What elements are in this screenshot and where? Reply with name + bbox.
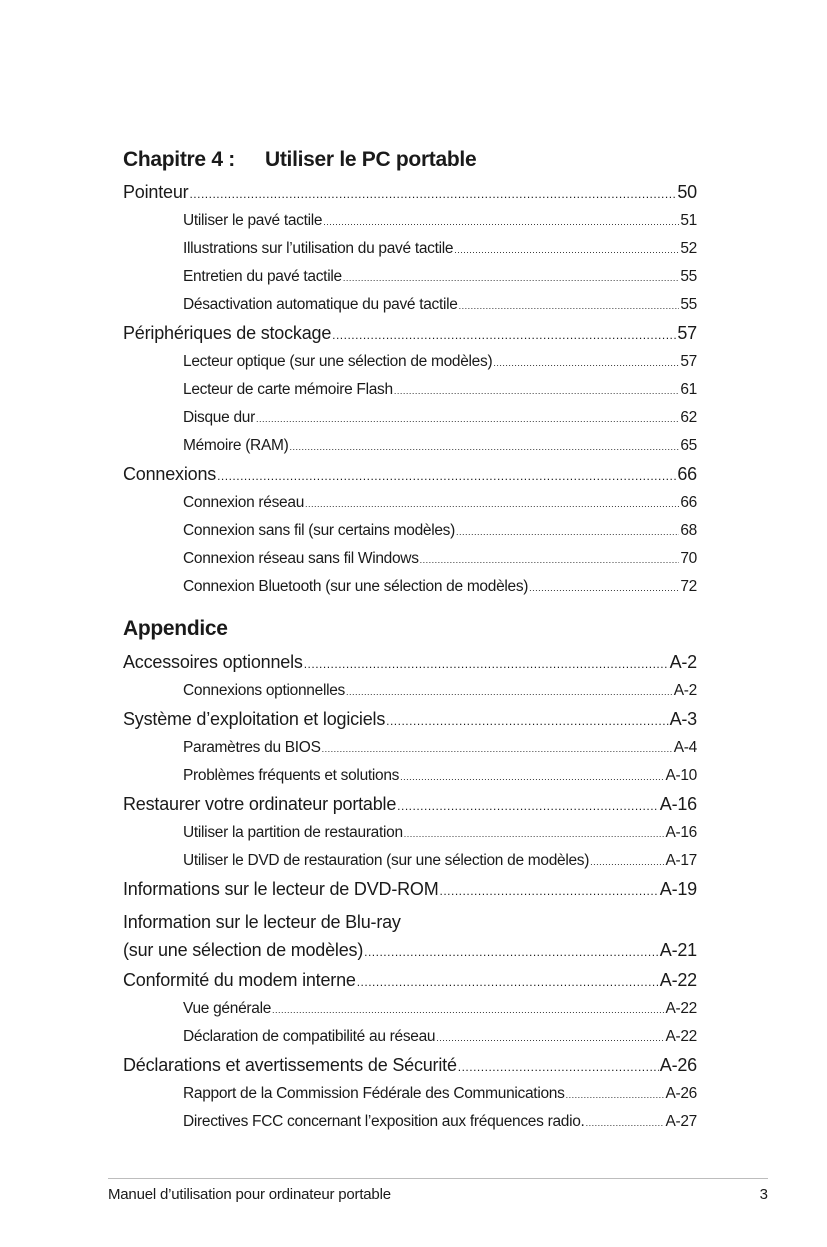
toc-page-number: A-16	[665, 824, 697, 841]
toc-page-number: A-4	[673, 739, 697, 756]
toc-subsection-entry[interactable]	[123, 1080, 697, 1108]
dot-leader	[586, 1109, 665, 1136]
toc-page-number: A-21	[659, 940, 697, 960]
appendix-toc	[123, 648, 697, 904]
toc-section-entry[interactable]	[123, 1051, 697, 1080]
toc-page-number: A-10	[665, 767, 697, 784]
dot-leader	[272, 996, 664, 1023]
toc-entry-label: Mémoire (RAM)	[183, 437, 289, 454]
toc-section-entry[interactable]	[123, 319, 697, 348]
dot-leader	[404, 820, 665, 847]
toc-section-entry[interactable]	[123, 790, 697, 819]
dot-leader	[458, 1053, 659, 1080]
footer-manual-title: Manuel d’utilisation pour ordinateur portable	[108, 1186, 391, 1203]
toc-entry-label: Connexions	[123, 464, 217, 484]
toc-entry-label: Système d’exploitation et logiciels	[123, 709, 386, 729]
toc-page-number: A-19	[659, 879, 697, 899]
toc-page-number: 61	[680, 381, 697, 398]
toc-entry-label: Lecteur optique (sur une sélection de modèles)	[183, 353, 493, 370]
toc-section-entry[interactable]	[123, 178, 697, 207]
toc-section-entry[interactable]	[123, 705, 697, 734]
dot-leader	[289, 433, 679, 460]
toc-subsection-entry[interactable]	[123, 847, 697, 875]
toc-entry-label: Informations sur le lecteur de DVD-ROM	[123, 879, 439, 899]
toc-page-number: 72	[680, 578, 697, 595]
footer-page-number: 3	[759, 1186, 768, 1203]
appendix-heading: Appendice	[123, 617, 228, 640]
dot-leader	[459, 292, 680, 319]
toc-page-number: A-2	[673, 682, 697, 699]
toc-entry-label-line1: Information sur le lecteur de Blu-ray	[123, 912, 401, 932]
toc-subsection-entry[interactable]	[123, 291, 697, 319]
toc-entry-bluray[interactable]	[123, 908, 697, 965]
toc-page-number: A-27	[665, 1113, 697, 1130]
toc-page-number: 66	[677, 464, 697, 484]
toc-subsection-entry[interactable]	[123, 235, 697, 263]
dot-leader	[386, 707, 668, 734]
toc-subsection-entry[interactable]	[123, 432, 697, 460]
toc-subsection-entry[interactable]	[123, 1023, 697, 1051]
toc-entry-label: Connexion sans fil (sur certains modèles)	[183, 522, 455, 539]
dot-leader	[256, 405, 679, 432]
toc-page-number: A-16	[659, 794, 697, 814]
toc-entry-label: Connexion Bluetooth (sur une sélection de modèles)	[183, 578, 529, 595]
toc-entry-label: Vue générale	[183, 1000, 272, 1017]
dot-leader	[189, 180, 676, 207]
dot-leader	[343, 264, 680, 291]
toc-page-number: A-22	[665, 1000, 697, 1017]
toc-page-number: 62	[680, 409, 697, 426]
dot-leader	[217, 462, 676, 489]
toc-entry-label: Illustrations sur l’utilisation du pavé tactile	[183, 240, 454, 257]
toc-page-number: 55	[680, 296, 697, 313]
toc-subsection-entry[interactable]	[123, 734, 697, 762]
toc-subsection-entry[interactable]	[123, 404, 697, 432]
dot-leader	[364, 938, 659, 965]
dot-leader	[357, 968, 659, 995]
toc-section-entry[interactable]	[123, 648, 697, 677]
toc-subsection-entry[interactable]	[123, 376, 697, 404]
toc-entry-label: Entretien du pavé tactile	[183, 268, 342, 285]
dot-leader	[566, 1081, 665, 1108]
toc-entry-label: Paramètres du BIOS	[183, 739, 321, 756]
toc-entry-label: Connexion réseau	[183, 494, 305, 511]
toc-subsection-entry[interactable]	[123, 207, 697, 235]
toc-entry-label: Restaurer votre ordinateur portable	[123, 794, 397, 814]
dot-leader	[456, 518, 679, 545]
footer-divider	[108, 1178, 768, 1179]
toc-entry-label: Rapport de la Commission Fédérale des Communications	[183, 1085, 565, 1102]
toc-entry-label: Problèmes fréquents et solutions	[183, 767, 400, 784]
toc-subsection-entry[interactable]	[123, 517, 697, 545]
toc-entry-label: Déclarations et avertissements de Sécurité	[123, 1055, 457, 1075]
toc-entry-label: Lecteur de carte mémoire Flash	[183, 381, 393, 398]
chapter-heading	[123, 148, 476, 172]
toc-page-number: 51	[680, 212, 697, 229]
toc-page-number: A-17	[665, 852, 697, 869]
toc-page-number: 66	[680, 494, 697, 511]
toc-section-entry[interactable]	[123, 875, 697, 904]
toc-entry-label: Utiliser le pavé tactile	[183, 212, 323, 229]
dot-leader	[394, 377, 680, 404]
toc-page-number: A-2	[669, 652, 697, 672]
dot-leader	[323, 208, 679, 235]
dot-leader	[493, 349, 679, 376]
toc-subsection-entry[interactable]	[123, 489, 697, 517]
toc-entry-label: Utiliser la partition de restauration	[183, 824, 403, 841]
toc-entry-label: Déclaration de compatibilité au réseau	[183, 1028, 436, 1045]
dot-leader	[400, 763, 664, 790]
appendix-toc-continued	[123, 966, 697, 1136]
toc-section-entry[interactable]	[123, 460, 697, 489]
dot-leader	[322, 735, 673, 762]
toc-subsection-entry[interactable]	[123, 545, 697, 573]
toc-subsection-entry[interactable]	[123, 677, 697, 705]
dot-leader	[436, 1024, 664, 1051]
toc-entry-label: Désactivation automatique du pavé tactile	[183, 296, 458, 313]
toc-page-number: 57	[677, 323, 697, 343]
toc-subsection-entry[interactable]	[123, 1108, 697, 1136]
dot-leader	[529, 574, 679, 601]
dot-leader	[332, 321, 676, 348]
toc-page-number: A-22	[665, 1028, 697, 1045]
dot-leader	[420, 546, 680, 573]
dot-leader	[305, 490, 679, 517]
toc-subsection-entry[interactable]	[123, 263, 697, 291]
dot-leader	[304, 650, 669, 677]
toc-page-number: 70	[680, 550, 697, 567]
dot-leader	[440, 877, 659, 904]
toc-entry-label: Connexion réseau sans fil Windows	[183, 550, 419, 567]
toc-subsection-entry[interactable]	[123, 819, 697, 847]
chapter-title: Utiliser le PC portable	[265, 148, 477, 171]
toc-page-number: A-22	[659, 970, 697, 990]
toc-page-number: 68	[680, 522, 697, 539]
toc-page-number: A-26	[659, 1055, 697, 1075]
toc-page-number: A-26	[665, 1085, 697, 1102]
toc-entry-label: Directives FCC concernant l’exposition aux fréquences radio.	[183, 1113, 585, 1130]
dot-leader	[346, 678, 673, 705]
toc-subsection-entry[interactable]	[123, 995, 697, 1023]
toc-entry-label-line2: (sur une sélection de modèles)	[123, 940, 364, 960]
chapter-number: Chapitre 4 :	[123, 148, 235, 171]
toc-entry-label: Accessoires optionnels	[123, 652, 303, 672]
toc-subsection-entry[interactable]	[123, 573, 697, 601]
toc-section-entry[interactable]	[123, 966, 697, 995]
dot-leader	[397, 792, 659, 819]
chapter-toc	[123, 178, 697, 601]
toc-entry-label: Pointeur	[123, 182, 189, 202]
toc-page-number: 57	[680, 353, 697, 370]
toc-entry-label: Périphériques de stockage	[123, 323, 332, 343]
toc-page-number: 52	[680, 240, 697, 257]
toc-entry-label: Disque dur	[183, 409, 255, 426]
dot-leader	[590, 848, 664, 875]
toc-subsection-entry[interactable]	[123, 762, 697, 790]
toc-page-number: 65	[680, 437, 697, 454]
toc-page-number: A-3	[669, 709, 697, 729]
toc-subsection-entry[interactable]	[123, 348, 697, 376]
toc-page-number: 50	[677, 182, 697, 202]
toc-entry-label: Utiliser le DVD de restauration (sur une sélection de modèles)	[183, 852, 590, 869]
toc-entry-label: Connexions optionnelles	[183, 682, 345, 699]
toc-page-number: 55	[680, 268, 697, 285]
dot-leader	[454, 236, 679, 263]
toc-entry-label: Conformité du modem interne	[123, 970, 356, 990]
